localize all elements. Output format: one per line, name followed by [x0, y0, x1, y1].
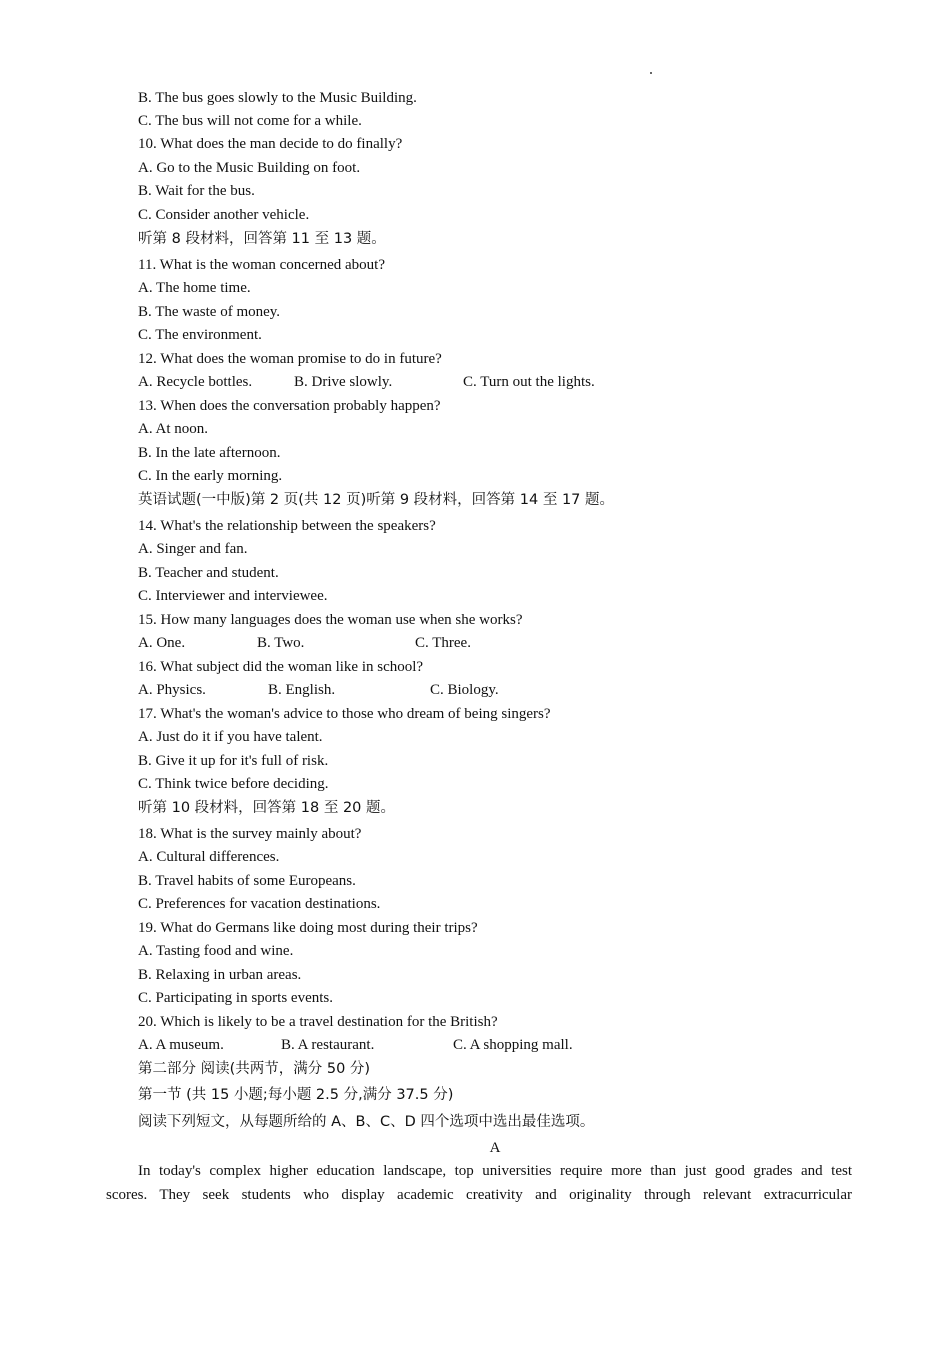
- option-a: A. A museum.: [138, 1037, 224, 1053]
- option-b: B. Drive slowly.: [294, 374, 393, 390]
- option-line: A. Singer and fan.: [138, 541, 248, 557]
- option-c: C. Biology.: [430, 682, 499, 698]
- question-12: 12. What does the woman promise to do in future?: [138, 351, 442, 367]
- option-b: B. A restaurant.: [281, 1037, 375, 1053]
- question-14: 14. What's the relationship between the speakers?: [138, 518, 436, 534]
- option-line: A. Go to the Music Building on foot.: [138, 160, 361, 176]
- option-a: A. One.: [138, 635, 186, 651]
- option-line: C. Consider another vehicle.: [138, 207, 310, 223]
- question-18: 18. What is the survey mainly about?: [138, 826, 362, 842]
- option-line: B. Give it up for it's full of risk.: [138, 753, 329, 769]
- question-13: 13. When does the conversation probably happen?: [138, 398, 441, 414]
- section-heading: 第一节 (共 15 小题;每小题 2.5 分,满分 37.5 分): [138, 1087, 454, 1103]
- option-line: C. In the early morning.: [138, 468, 283, 484]
- option-line: A. Tasting food and wine.: [138, 943, 294, 959]
- question-15: 15. How many languages does the woman use when she works?: [138, 612, 523, 628]
- passage-line-2: scores. They seek students who display academic creativity and originality through relevant extracurricular: [106, 1187, 852, 1203]
- question-10: 10. What does the man decide to do finally?: [138, 136, 403, 152]
- option-a: A. Recycle bottles.: [138, 374, 253, 390]
- option-line: B. The bus goes slowly to the Music Building.: [138, 90, 417, 106]
- question-11: 11. What is the woman concerned about?: [138, 257, 386, 273]
- page-footer-instruction: 英语试题(一中版)第 2 页(共 12 页)听第 9 段材料，回答第 14 至 17 题。: [138, 492, 615, 508]
- question-20: 20. Which is likely to be a travel destination for the British?: [138, 1014, 498, 1030]
- passage-line-1: In today's complex higher education landscape, top universities require more than just good grades and test: [138, 1163, 852, 1179]
- option-line: A. At noon.: [138, 421, 209, 437]
- option-line: A. The home time.: [138, 280, 251, 296]
- reading-passage: [106, 1159, 852, 1207]
- option-c: C. A shopping mall.: [453, 1037, 573, 1053]
- question-17: 17. What's the woman's advice to those who dream of being singers?: [138, 706, 551, 722]
- section-instruction: 听第 8 段材料，回答第 11 至 13 题。: [138, 231, 386, 247]
- option-c: C. Three.: [415, 635, 471, 651]
- section-instruction: 听第 10 段材料，回答第 18 至 20 题。: [138, 800, 396, 816]
- passage-letter: A: [489, 1140, 501, 1156]
- option-line: B. Relaxing in urban areas.: [138, 967, 302, 983]
- option-a: A. Physics.: [138, 682, 206, 698]
- option-b: B. Two.: [257, 635, 305, 651]
- option-line: A. Just do it if you have talent.: [138, 729, 323, 745]
- question-19: 19. What do Germans like doing most during their trips?: [138, 920, 478, 936]
- option-line: B. The waste of money.: [138, 304, 281, 320]
- option-line: A. Cultural differences.: [138, 849, 280, 865]
- option-line: C. Participating in sports events.: [138, 990, 333, 1006]
- option-line: C. Interviewer and interviewee.: [138, 588, 328, 604]
- option-line: B. Wait for the bus.: [138, 183, 255, 199]
- option-line: C. The environment.: [138, 327, 262, 343]
- option-line: C. Think twice before deciding.: [138, 776, 329, 792]
- question-16: 16. What subject did the woman like in school?: [138, 659, 424, 675]
- reading-instruction: 阅读下列短文，从每题所给的 A、B、C、D 四个选项中选出最佳选项。: [138, 1114, 595, 1130]
- option-line: C. The bus will not come for a while.: [138, 113, 362, 129]
- option-c: C. Turn out the lights.: [463, 374, 595, 390]
- option-line: C. Preferences for vacation destinations.: [138, 896, 381, 912]
- option-line: B. Travel habits of some Europeans.: [138, 873, 356, 889]
- scan-dot: [650, 72, 652, 74]
- option-line: B. In the late afternoon.: [138, 445, 281, 461]
- part-heading: 第二部分 阅读(共两节，满分 50 分): [138, 1061, 371, 1077]
- option-line: B. Teacher and student.: [138, 565, 279, 581]
- option-b: B. English.: [268, 682, 336, 698]
